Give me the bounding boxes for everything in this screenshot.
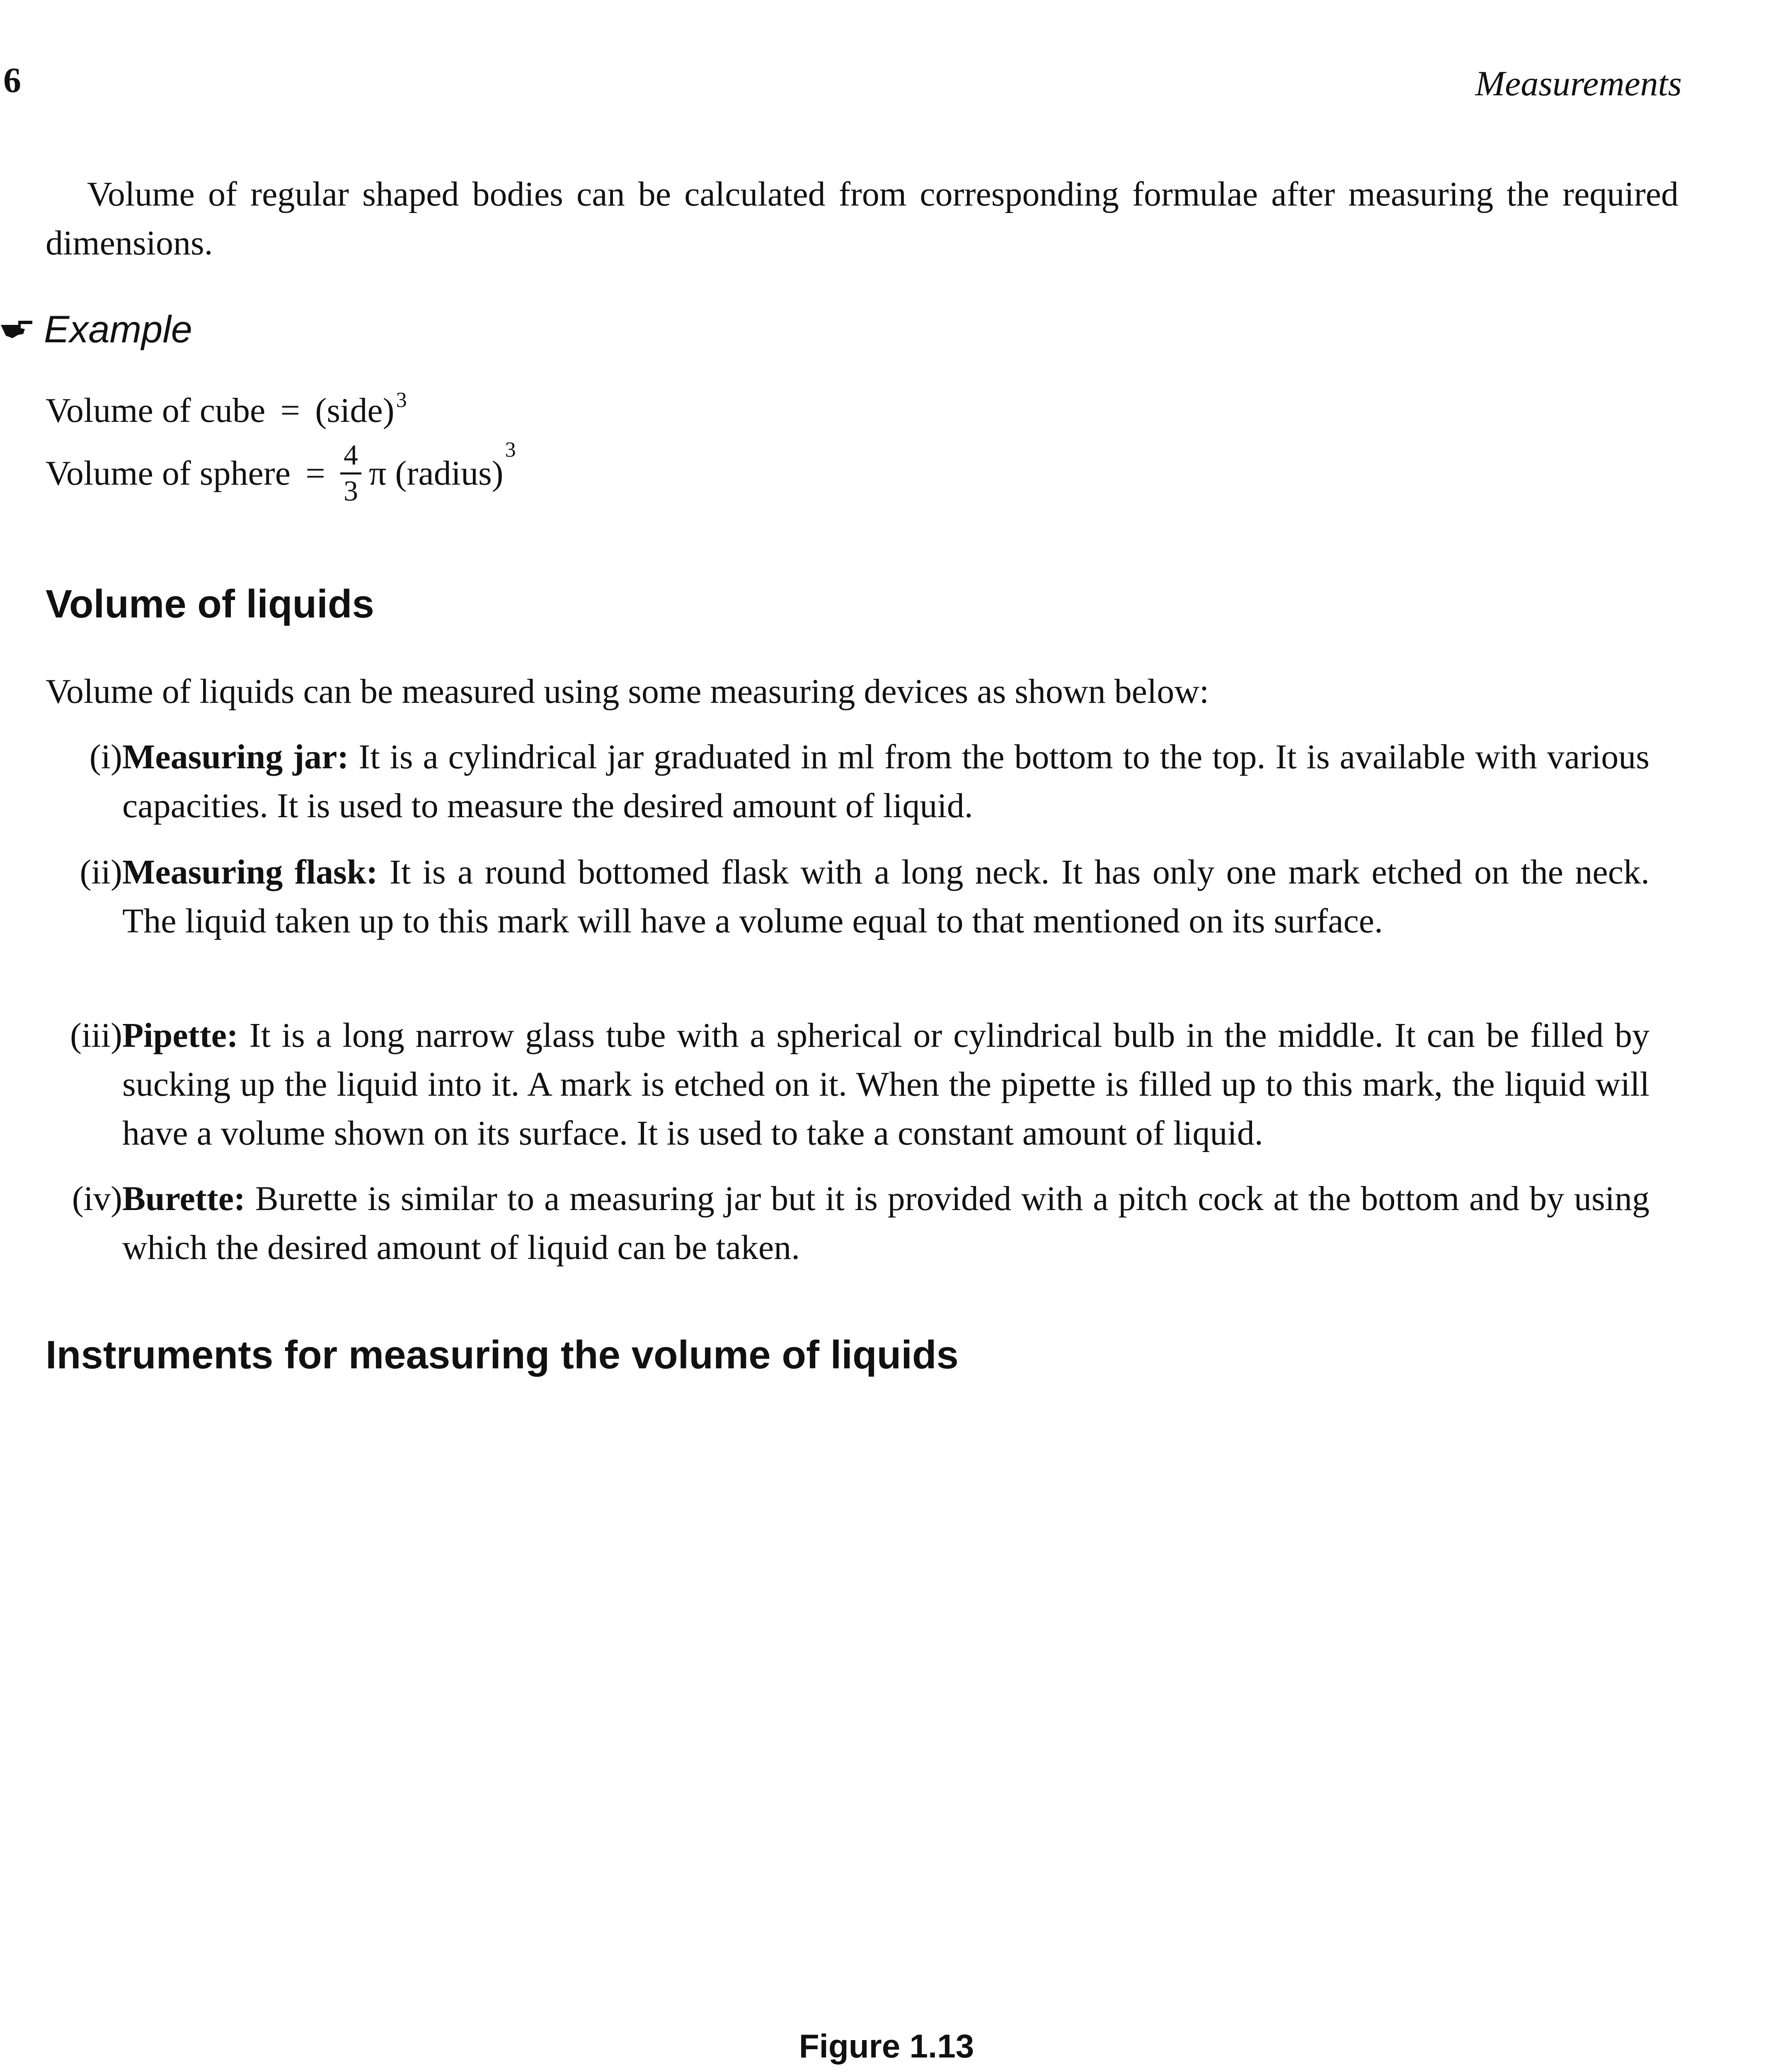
liquids-intro: Volume of liquids can be measured using some measuring devices as shown below: [46,672,1209,711]
section-heading-instruments: Instruments for measuring the volume of liquids [46,1333,959,1377]
sphere-exponent: 3 [505,438,516,462]
list-item-term: Pipette: [122,1016,238,1055]
intro-paragraph [46,170,1679,268]
list-item-number: (i) [89,738,122,776]
figure-caption: Figure 1.13 [799,2028,974,2065]
pointing-hand-icon [0,319,33,340]
intro-text: Volume of regular shaped bodies can be calculated from corresponding formulae after measuring the required dimensions. [46,175,1679,262]
equals-sign: = [280,391,300,430]
page-number: 6 [3,60,21,100]
sphere-formula-rhs: π (radius) [369,454,504,493]
list-item-term: Measuring jar: [122,738,349,776]
list-item-body [122,1174,1649,1272]
section-heading-volume-of-liquids: Volume of liquids [46,582,374,626]
cube-formula-rhs: (side) [315,391,395,430]
fraction-denominator: 3 [344,475,358,508]
sphere-formula-lhs: Volume of sphere [46,454,291,493]
sphere-formula [46,439,516,506]
cube-formula-lhs: Volume of cube [46,391,266,430]
list-item-number: (iii) [70,1016,122,1055]
list-item-measuring-flask [46,848,1649,995]
fraction [340,441,361,506]
list-item-number: (ii) [80,853,122,891]
list-item-text: It is a long narrow glass tube with a spherical or cylindrical bulb in the middle. It can be filled by sucking up the liquid into it. A mark is etched on it. When the pipette is filled up to this mark, the liquid will have a volume shown on its surface. It is used to take a constant amount of liquid. [122,1016,1649,1152]
equals-sign: = [305,454,325,493]
list-item-number: (iv) [72,1179,122,1218]
example-label: Example [44,308,192,351]
list-item-pipette [46,1011,1649,1158]
list-item-term: Burette: [122,1179,245,1218]
list-item-body [122,733,1649,830]
fraction-numerator: 4 [340,441,361,474]
list-item-body [122,1011,1649,1158]
running-title: Measurements [1475,63,1682,103]
list-item-measuring-jar [46,733,1649,830]
list-item-text: Burette is similar to a measuring jar but it is provided with a pitch cock at the bottom and by using which the desired amount of liquid can be taken. [122,1179,1649,1267]
list-item-text: It is a cylindrical jar graduated in ml from the bottom to the top. It is available with various capacities. It is used to measure the desired amount of liquid. [122,738,1649,825]
list-item-burette [46,1174,1649,1272]
list-item-text: It is a round bottomed flask with a long neck. It has only one mark etched on the neck. The liquid taken up to this mark will have a volume equal to that mentioned on its surface. [122,853,1649,940]
cube-exponent: 3 [396,388,407,412]
list-item-body [122,848,1649,946]
example-header [0,307,192,352]
cube-formula [46,390,407,428]
list-item-term: Measuring flask: [122,853,378,891]
figure-area [46,1409,1679,2006]
